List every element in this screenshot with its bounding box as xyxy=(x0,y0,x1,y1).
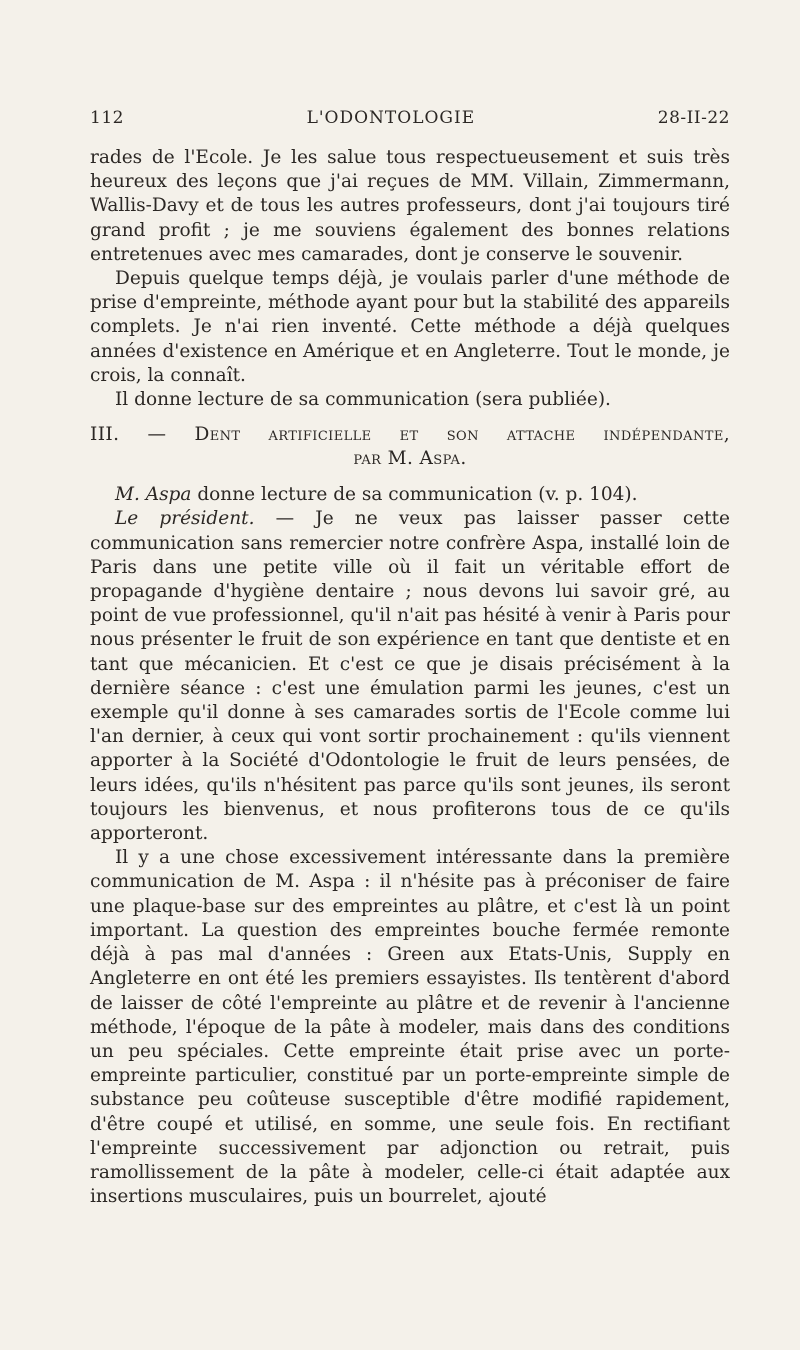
paragraph-reading: Il donne lecture de sa communication (sera publiée). xyxy=(115,389,611,411)
paragraph-president xyxy=(90,507,730,846)
section-heading-title: III. — Dent artificielle et son attache indépendante, xyxy=(90,424,730,446)
running-header xyxy=(90,108,730,128)
issue-date: 28-II-22 xyxy=(657,108,730,128)
journal-title: L'ODONTOLOGIE xyxy=(306,108,476,128)
paragraph-aspa xyxy=(90,483,730,507)
paragraph-aspa-text: donne lecture de sa communication (v. p. 104). xyxy=(191,484,638,506)
speaker-president: Le président. xyxy=(115,508,255,530)
section-heading-author: par M. Aspa. xyxy=(353,448,467,470)
section-heading xyxy=(90,423,730,471)
paragraph-method: Depuis quelque temps déjà, je voulais parler d'une méthode de prise d'empreinte, méthode ayant pour but la stabilité des appareils complets. Je n'ai rien inventé. Cette méthode a déjà quelques années d'existence en Amérique et en Angleterre. Tout le monde, je crois, la connaît. xyxy=(90,268,730,386)
paragraph-impressions: Il y a une chose excessivement intéressante dans la première communication de M. Aspa : il n'hésite pas à préconiser de faire une plaque-base sur des empreintes au plâtre, et c'est là un point important. La question des empreintes bouche fermée remonte déjà à pas mal d'années : Green aux Etats-Unis, Supply en Angleterre en ont été les premiers essayistes. Ils tentèrent d'abord de laisser de côté l'empreinte au plâtre et de revenir à l'ancienne méthode, l'époque de la pâte à modeler, mais dans des conditions un peu spéciales. Cette empreinte était prise avec un porte-empreinte particulier, constitué par un porte-empreinte simple de substance peu coûteuse susceptible d'être modifié rapidement, d'être coupé et utilisé, en somme, une seule fois. En rectifiant l'empreinte successivement par adjonction ou retrait, puis ramollissement de la pâte à modeler, celle-ci était adaptée aux insertions musculaires, puis un bourrelet, ajouté xyxy=(90,847,730,1208)
paragraph-president-text: — Je ne veux pas laisser passer cette communication sans remercier notre confrère Aspa, installé loin de Paris dans une petite ville où il fait un véritable effort de propagande d'hygiène dentaire ; nous devons lui savoir gré, au point de vue professionnel, qu'il n'ait pas hésité à venir à Paris pour nous présenter le fruit de son expérience en tant que dentiste et en tant que mécanicien. Et c'est ce que je disais précisément à la dernière séance : c'est une émulation parmi les jeunes, c'est un exemple qu'il donne à ses camarades sortis de l'Ecole comme lui l'an dernier, à ceux qui vont sortir prochainement : qu'ils viennent apporter à la Société d'Odontologie le fruit de leurs pensées, de leurs idées, qu'ils n'hésitent pas parce qu'ils sont jeunes, ils seront toujours les bienvenus, et nous profiterons tous de ce qu'ils apporteront. xyxy=(90,508,730,845)
speaker-aspa: M. Aspa xyxy=(115,484,192,506)
page-number: 112 xyxy=(90,108,124,128)
body-text xyxy=(90,146,730,1209)
paragraph-continued: rades de l'Ecole. Je les salue tous respectueusement et suis très heureux des leçons que j'ai reçues de MM. Villain, Zimmermann, Wallis-Davy et de tous les autres professeurs, dont j'ai toujours tiré grand profit ; je me souviens également des bonnes relations entretenues avec mes camarades, dont je conserve le souvenir. xyxy=(90,147,730,265)
